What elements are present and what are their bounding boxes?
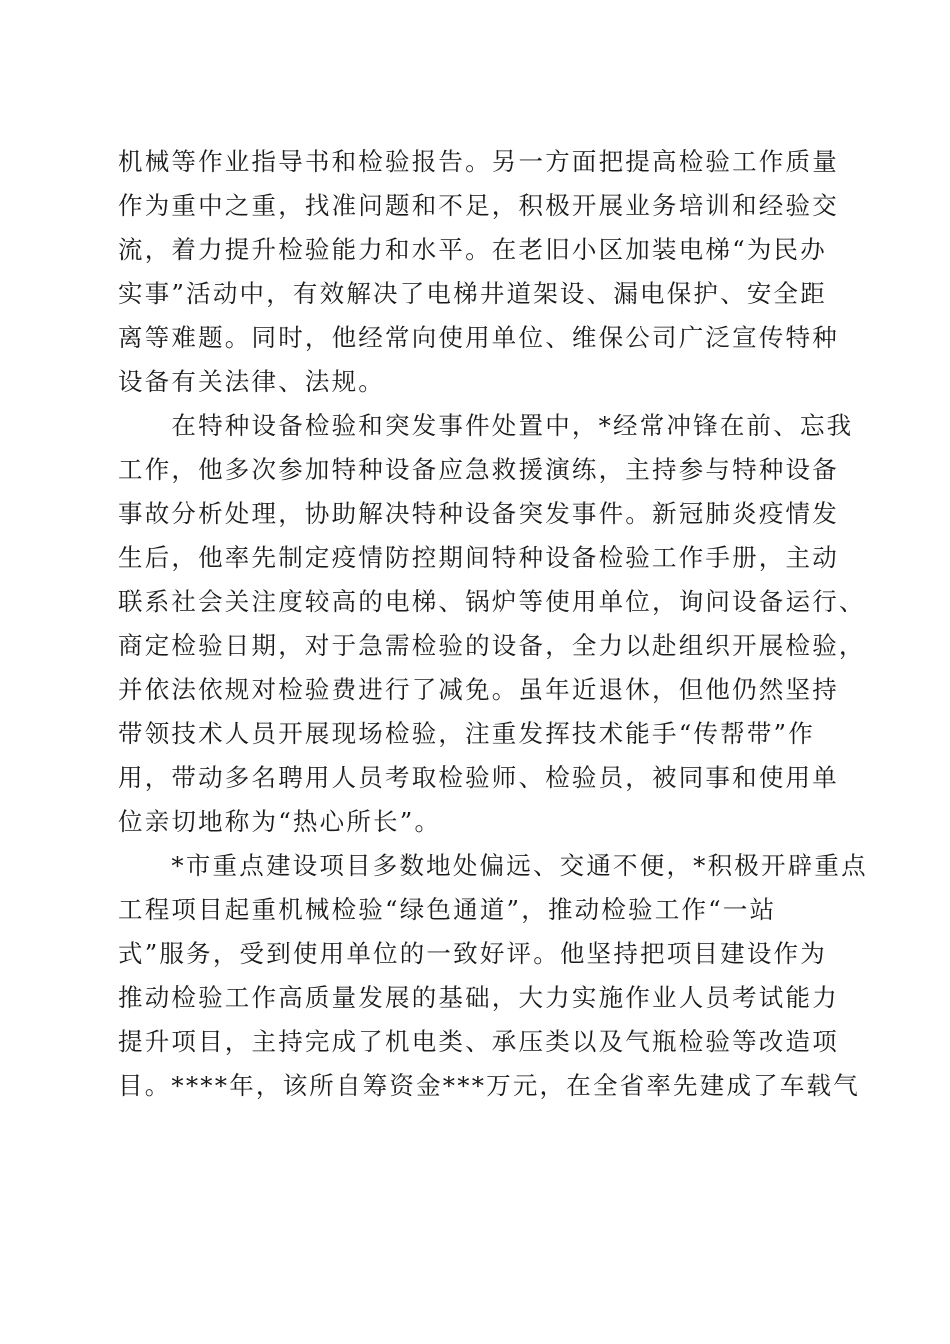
text-line: 实事”活动中，有效解决了电梯井道架设、漏电保护、安全距 [118,279,827,308]
text-line: 目。****年，该所自筹资金***万元，在全省率先建成了车载气 [118,1071,860,1100]
paragraph-2 [118,404,866,844]
text-line: 推动检验工作高质量发展的基础，大力实施作业人员考试能力 [118,983,839,1012]
paragraph-3 [118,844,868,1108]
text-line: 工程项目起重机械检验“绿色通道”，推动检验工作“一站 [118,895,777,924]
text-line: 流，着力提升检验能力和水平。在老旧小区加装电梯“为民办 [118,235,827,264]
text-line: 带领技术人员开展现场检验，注重发挥技术能手“传帮带”作 [118,719,815,748]
text-line: 式”服务，受到使用单位的一致好评。他坚持把项目建设作为 [118,939,827,968]
text-line: 离等难题。同时，他经常向使用单位、维保公司广泛宣传特种 [118,323,839,352]
text-line: 事故分析处理，协助解决特种设备突发事件。新冠肺炎疫情发 [118,499,839,528]
text-line: 位亲切地称为“热心所长”。 [118,807,442,836]
text-line: 并依法依规对检验费进行了减免。虽年近退休，但他仍然坚持 [118,675,839,704]
text-line: *市重点建设项目多数地处偏远、交通不便，*积极开辟重点 [118,851,868,880]
text-line: 生后，他率先制定疫情防控期间特种设备检验工作手册，主动 [118,543,839,572]
text-line: 作为重中之重，找准问题和不足，积极开展业务培训和经验交 [118,191,839,220]
text-line: 商定检验日期，对于急需检验的设备，全力以赴组织开展检验， [118,631,866,660]
text-line: 机械等作业指导书和检验报告。另一方面把提高检验工作质量 [118,147,839,176]
text-line: 用，带动多名聘用人员考取检验师、检验员，被同事和使用单 [118,763,839,792]
text-line: 在特种设备检验和突发事件处置中，*经常冲锋在前、忘我 [118,411,854,440]
text-line: 工作，他多次参加特种设备应急救援演练，主持参与特种设备 [118,455,839,484]
text-line: 提升项目，主持完成了机电类、承压类以及气瓶检验等改造项 [118,1027,839,1056]
text-line: 联系社会关注度较高的电梯、锅炉等使用单位，询问设备运行、 [118,587,866,616]
text-line: 设备有关法律、法规。 [118,367,385,396]
paragraph-1 [118,140,838,404]
document-body [118,140,868,1108]
